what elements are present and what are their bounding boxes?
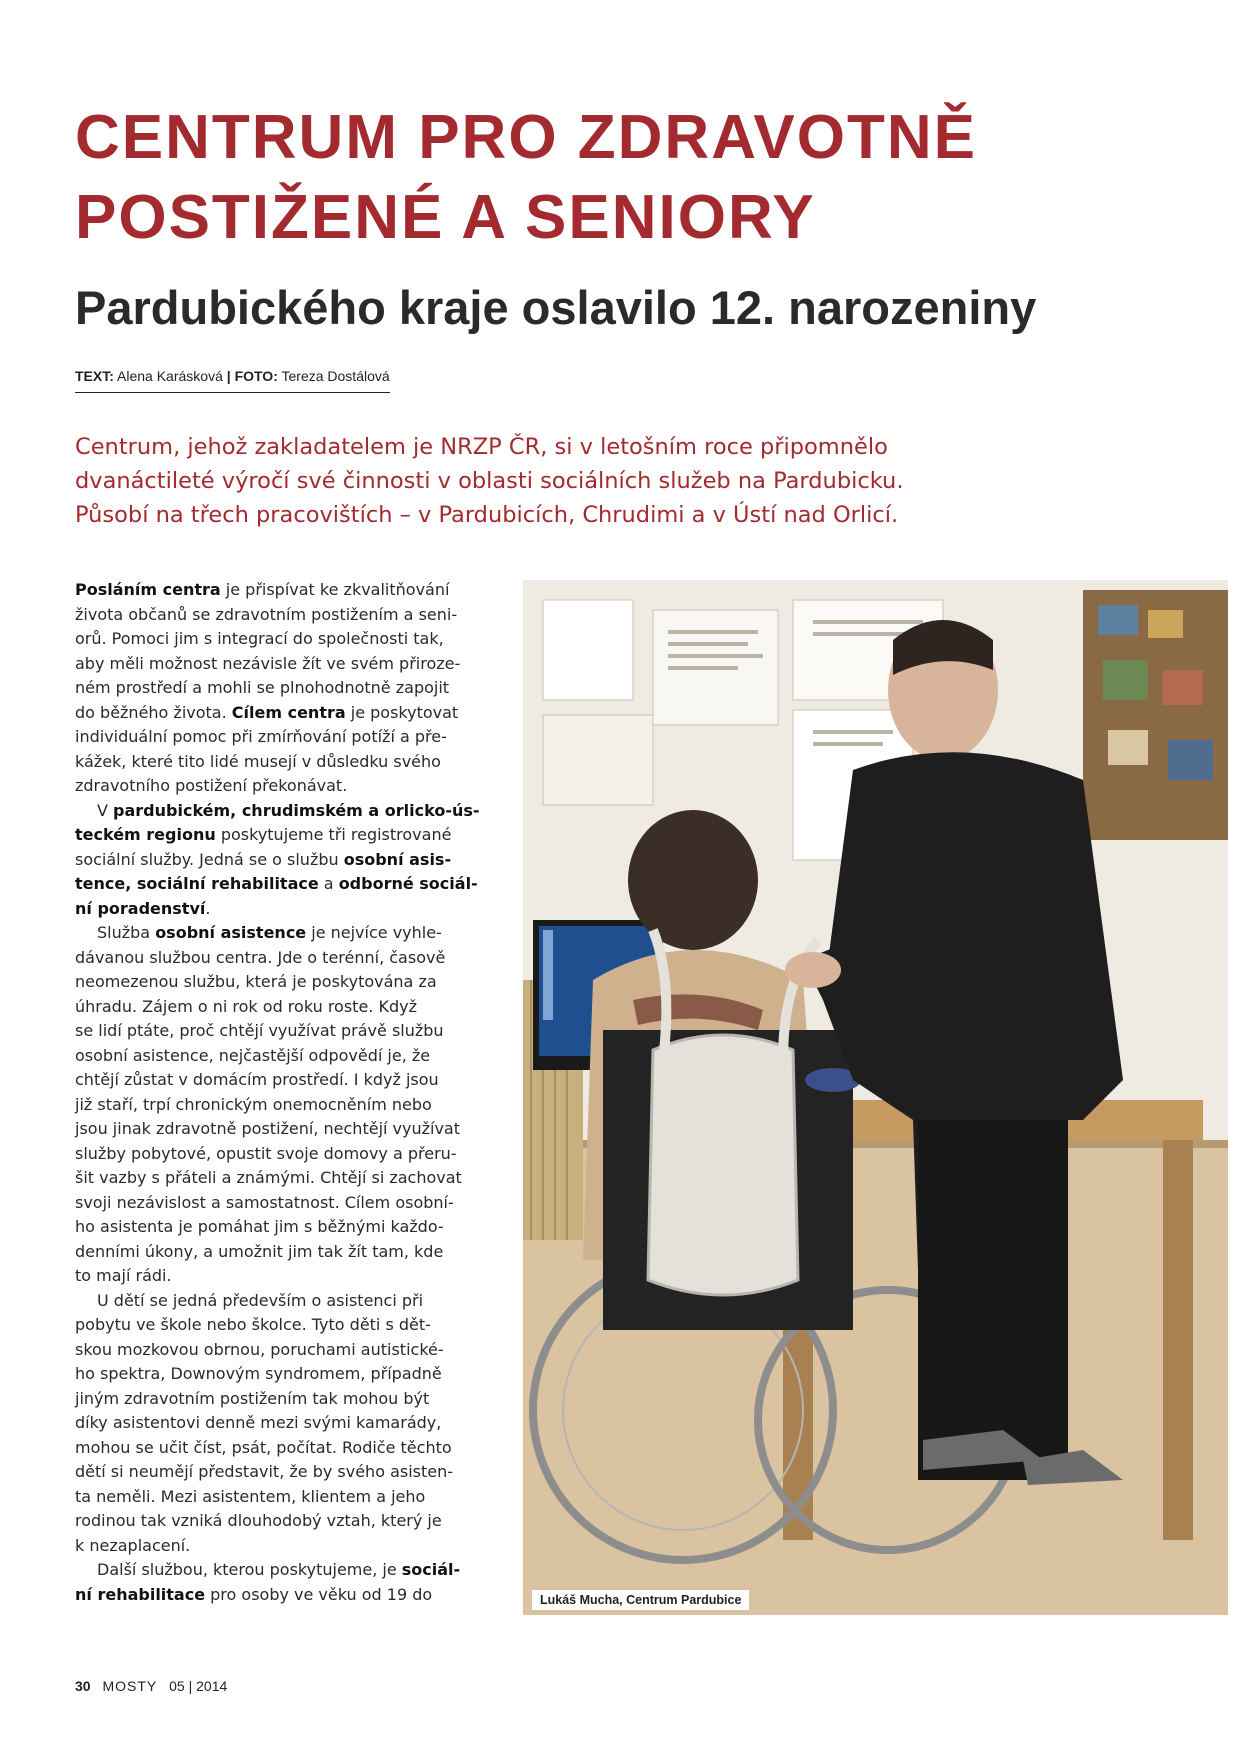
- body-bold-text: teckém regionu: [75, 825, 216, 844]
- body-line: [75, 1534, 493, 1559]
- photo-illustration: [523, 580, 1228, 1615]
- body-text: života občanů se zdravotním postižením a seni-: [75, 604, 458, 624]
- body-line: [75, 1117, 493, 1142]
- body-bold-text: tence, sociální rehabilitace: [75, 874, 319, 893]
- credits-separator: |: [226, 368, 231, 384]
- body-line: [75, 848, 493, 873]
- body-text: chtějí zůstat v domácím prostředí. I když jsou: [75, 1070, 439, 1089]
- body-line: [75, 701, 493, 726]
- body-line: [75, 1313, 493, 1338]
- body-text: aby měli možnost nezávisle žít ve svém přiroze-: [75, 653, 461, 673]
- body-line: [75, 1460, 493, 1485]
- body-text: V: [97, 800, 114, 820]
- body-line: [75, 676, 493, 701]
- body-text: šit vazby s přáteli a známými. Chtějí si zachovat: [75, 1168, 462, 1187]
- lead-line: Působí na třech pracovištích – v Pardubicích, Chrudimi a v Ústí nad Orlicí.: [75, 502, 899, 528]
- body-line: [75, 1068, 493, 1093]
- body-text: ta neměli. Mezi asistentem, klientem a jeho: [75, 1486, 426, 1506]
- body-text: dávanou službou centra. Jde o terénní, časově: [75, 947, 446, 967]
- body-line: [75, 1289, 493, 1314]
- body-bold-text: sociál-: [401, 1560, 461, 1579]
- article-photo: [523, 580, 1228, 1615]
- body-text: ho asistenta je pomáhat jim s běžnými každo-: [75, 1217, 444, 1236]
- text-author: Alena Karásková: [117, 368, 223, 384]
- body-text: již staří, trpí chronickým onemocněním nebo: [75, 1094, 432, 1114]
- body-line: [75, 774, 493, 799]
- photo-caption: Lukáš Mucha, Centrum Pardubice: [532, 1590, 749, 1610]
- body-bold-text: odborné sociál-: [338, 874, 478, 893]
- body-text: neomezenou službu, která je poskytována za: [75, 972, 437, 991]
- body-text: dětí si neumějí představit, že by svého asisten-: [75, 1462, 454, 1481]
- body-line: [75, 1485, 493, 1510]
- body-line: [75, 652, 493, 677]
- body-line: [75, 823, 493, 848]
- magazine-name: MOSTY: [102, 1678, 158, 1694]
- lead-line: dvanáctileté výročí své činnosti v oblasti sociálních služeb na Pardubicku.: [75, 468, 904, 494]
- body-line: [75, 603, 493, 628]
- body-bold-text: ní poradenství: [75, 898, 206, 918]
- body-line: [75, 627, 493, 652]
- body-text: se lidí ptáte, proč chtějí využívat právě službu: [75, 1021, 444, 1040]
- body-text: Další službou, kterou poskytujeme, je: [97, 1560, 402, 1579]
- body-line: [75, 1411, 493, 1436]
- photo-author: Tereza Dostálová: [281, 368, 390, 384]
- body-text: U dětí se jedná především o asistenci při: [97, 1290, 424, 1310]
- body-text: ném prostředí a mohli se plnohodnotně zapojit: [75, 678, 450, 697]
- body-line: [75, 578, 493, 603]
- page-footer: [75, 1678, 227, 1694]
- title-line-2: POSTIŽENÉ A SENIORY: [75, 183, 816, 252]
- body-text: ho spektra, Downovým syndromem, případně: [75, 1364, 442, 1383]
- body-text: zdravotního postižení překonávat.: [75, 776, 348, 795]
- body-line: [75, 750, 493, 775]
- body-text: jsou jinak zdravotně postižení, nechtějí využívat: [75, 1119, 461, 1138]
- credits-line: [75, 366, 390, 393]
- lead-paragraph: [75, 430, 1185, 532]
- body-line: [75, 1583, 493, 1608]
- body-line: [75, 1142, 493, 1167]
- body-line: [75, 970, 493, 995]
- body-bold-text: Cílem centra: [231, 702, 346, 722]
- body-bold-text: Posláním centra: [75, 580, 221, 599]
- body-line: [75, 1093, 493, 1118]
- body-bold-text: pardubickém, chrudimském a orlicko-ús-: [113, 800, 480, 820]
- body-bold-text: ní rehabilitace: [75, 1584, 206, 1604]
- body-line: [75, 1166, 493, 1191]
- body-text: to mají rádi.: [75, 1266, 172, 1285]
- body-text: skou mozkovou obrnou, poruchami autistické-: [75, 1339, 444, 1359]
- body-text: rodinou tak vzniká dlouhodobý vztah, který je: [75, 1511, 442, 1530]
- body-text: služby pobytové, opustit svoje domovy a přeru-: [75, 1143, 457, 1163]
- body-text-column: [75, 578, 493, 1607]
- body-text: je nejvíce vyhle-: [306, 923, 442, 942]
- body-text: osobní asistence, nejčastější odpovědí je, že: [75, 1045, 431, 1065]
- body-line: [75, 1558, 493, 1583]
- body-line: [75, 1019, 493, 1044]
- title-line-1: CENTRUM PRO ZDRAVOTNĚ: [75, 103, 977, 172]
- body-bold-text: osobní asis-: [343, 849, 452, 869]
- article-title: [75, 98, 1175, 258]
- body-line: [75, 946, 493, 971]
- issue-number: 05 | 2014: [169, 1678, 228, 1694]
- article-subtitle: Pardubického kraje oslavilo 12. narozeniny: [75, 281, 1037, 334]
- body-text: mohou se učit číst, psát, počítat. Rodiče těchto: [75, 1437, 452, 1457]
- body-line: [75, 725, 493, 750]
- body-line: [75, 897, 493, 922]
- page-number: 30: [75, 1678, 91, 1694]
- photo-label: FOTO:: [234, 368, 278, 384]
- body-text: pro osoby ve věku od 19 do: [205, 1584, 433, 1604]
- body-text: je poskytovat: [345, 702, 459, 722]
- body-text: jiným zdravotním postižením tak mohou být: [75, 1388, 430, 1408]
- text-label: TEXT:: [75, 368, 114, 384]
- body-text: díky asistentovi denně mezi svými kamarády,: [75, 1413, 442, 1432]
- body-text: sociální služby. Jedná se o službu: [75, 849, 344, 869]
- body-text: úhradu. Zájem o ni rok od roku roste. Když: [75, 996, 417, 1016]
- body-line: [75, 1436, 493, 1461]
- body-line: [75, 995, 493, 1020]
- body-line: [75, 1362, 493, 1387]
- body-text: .: [205, 898, 211, 918]
- body-text: a: [318, 874, 339, 893]
- body-text: je přispívat ke zkvalitňování: [220, 580, 450, 599]
- body-line: [75, 1387, 493, 1412]
- body-line: [75, 921, 493, 946]
- body-text: svoji nezávislost a samostatnost. Cílem osobní-: [75, 1192, 454, 1212]
- body-line: [75, 799, 493, 824]
- body-line: [75, 872, 493, 897]
- body-text: Služba: [97, 923, 156, 942]
- body-line: [75, 1191, 493, 1216]
- body-line: [75, 1215, 493, 1240]
- body-text: poskytujeme tři registrované: [215, 825, 452, 844]
- body-text: individuální pomoc při zmírňování potíží a pře-: [75, 727, 447, 746]
- body-line: [75, 1264, 493, 1289]
- body-text: kážek, které tito lidé musejí v důsledku svého: [75, 751, 441, 771]
- body-text: orů. Pomoci jim s integrací do společnosti tak,: [75, 629, 444, 648]
- body-line: [75, 1240, 493, 1265]
- body-line: [75, 1509, 493, 1534]
- body-bold-text: osobní asistence: [155, 923, 307, 942]
- body-text: pobytu ve škole nebo školce. Tyto děti s dět-: [75, 1315, 431, 1334]
- body-text: do běžného života.: [75, 702, 232, 722]
- body-line: [75, 1338, 493, 1363]
- body-text: k nezaplacení.: [75, 1535, 191, 1555]
- lead-line: Centrum, jehož zakladatelem je NRZP ČR, si v letošním roce připomnělo: [75, 434, 888, 460]
- body-text: denními úkony, a umožnit jim tak žít tam, kde: [75, 1241, 444, 1261]
- body-line: [75, 1044, 493, 1069]
